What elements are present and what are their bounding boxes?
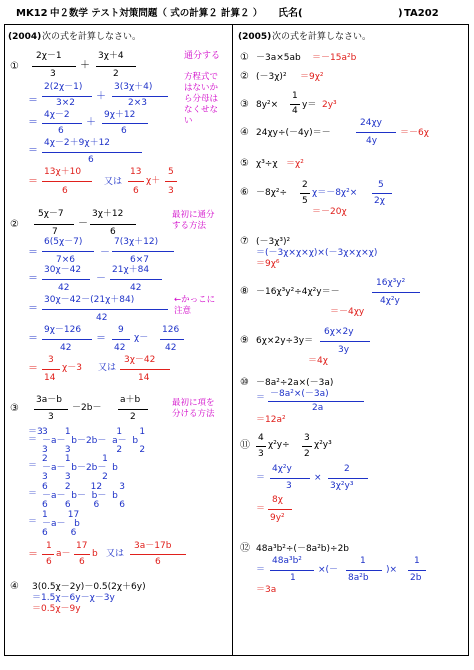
answer: ＝3a [256, 585, 277, 595]
fraction-bar [346, 570, 382, 571]
problem-number: ⑤ [240, 158, 249, 169]
fraction-bar [128, 181, 144, 182]
answer: ＝0.5χ－9y [32, 604, 81, 614]
fraction-denominator: 6×7 [130, 255, 149, 265]
worksheet-id: TA202 [404, 8, 439, 19]
fraction-bar [130, 554, 186, 555]
fraction-bar [256, 446, 266, 447]
expression: 8y²× [256, 100, 279, 110]
problem-number: ⑧ [240, 286, 249, 297]
fraction-denominator: 2b [410, 573, 422, 583]
fraction-denominator: 3 [258, 449, 264, 459]
problem-number: ③ [240, 99, 249, 110]
problem-number: ⑥ [240, 187, 249, 198]
fraction-denominator: 42 [60, 343, 72, 353]
fraction-numerator: 9χ＋12 [104, 110, 136, 120]
q3-step-1-line: ＝ [28, 435, 38, 445]
fraction-numerator: 48a³b² [272, 556, 302, 566]
fraction-numerator: 3 [304, 433, 310, 443]
fraction-numerator: 7(3χ＋12) [114, 237, 159, 247]
answer-numerator: 13χ＋10 [44, 167, 82, 177]
fraction-denominator: 7×6 [56, 255, 75, 265]
fraction-numerator: 2(2χ－1) [44, 82, 83, 92]
margin-note: 最初に通分する方法 [172, 210, 215, 231]
answer-denominator: 6 [46, 557, 52, 567]
expression: －3a×5ab [256, 53, 301, 63]
right-section-number: (2005) [238, 32, 272, 42]
fraction-bar [268, 509, 292, 510]
equals-sign: ＝ [28, 117, 38, 128]
fraction-numerator: 126 [162, 325, 180, 335]
fraction-bar [34, 224, 74, 225]
left-instruction: 次の式を計算しなさい。 [42, 32, 142, 42]
fraction-bar [96, 66, 136, 67]
fraction-bar [356, 132, 396, 133]
work-step: ＝(－3χ×χ×χ)×(－3χ×χ×χ) [256, 248, 378, 258]
or-text: 又は [104, 177, 123, 187]
fraction-bar [268, 401, 364, 402]
fraction-bar [42, 554, 54, 555]
problem-number: ⑪ [240, 440, 250, 451]
fraction-numerator: 2 [302, 180, 308, 190]
fraction-bar [160, 339, 184, 340]
fraction-bar [112, 251, 174, 252]
equals-sign: ＝ [28, 363, 38, 374]
fraction-numerator: 3χ＋12 [92, 209, 124, 219]
equals-sign: ＝ [28, 176, 38, 187]
fraction-denominator: 4 [292, 106, 298, 116]
fraction-bar [74, 554, 90, 555]
equals-sign: ＝ [28, 273, 38, 284]
fraction-bar [408, 570, 426, 571]
q3-step-1-body: 3 1 1 1 －a－ b－2b－ a－ b 3 3 2 2 [42, 427, 146, 455]
fraction-bar [42, 369, 60, 370]
term: y＝ [302, 100, 317, 110]
expression: χ³÷χ [256, 159, 278, 169]
equals-sign: ＝ [256, 565, 266, 575]
fraction-denominator: 6 [88, 155, 94, 165]
answer: 2y³ [322, 100, 337, 110]
answer-numerator: 17 [76, 541, 88, 551]
fraction-bar [110, 279, 162, 280]
problem-number: ⑨ [240, 335, 249, 346]
fraction-denominator: 2×3 [128, 98, 147, 108]
answer-denominator: 6 [155, 557, 161, 567]
fraction-denominator: 5 [302, 196, 308, 206]
fraction-bar [42, 152, 142, 153]
margin-note: ←かっこに注意 [174, 295, 216, 316]
fraction-denominator: 2 [113, 69, 119, 79]
or-text: 又は [106, 549, 125, 559]
fraction-numerator: 21χ＋84 [112, 265, 150, 275]
fraction-numerator: 6χ×2y [324, 327, 354, 337]
answer-term: a－ [56, 549, 71, 559]
operator: － [100, 247, 110, 258]
answer-denominator: 6 [133, 186, 139, 196]
fraction-bar [270, 478, 310, 479]
answer-term: χ＋ [146, 176, 161, 186]
answer-denominator: 9y² [270, 513, 285, 523]
fraction-numerator: 4χ－2＋9χ＋12 [44, 138, 111, 148]
answer-term: b [92, 549, 98, 559]
fraction-bar [42, 181, 92, 182]
q3-step-3-body: 6 2 12 3 －a－ b－ b－ b 6 6 6 6 [42, 482, 126, 510]
q3-step-2: ＝ [28, 461, 38, 471]
margin-note: 最初に項を分ける方法 [172, 398, 215, 419]
answer-denominator: 3 [168, 186, 174, 196]
answer-denominator: 14 [138, 373, 150, 383]
fraction-numerator: －8a²×(－3a) [270, 389, 329, 399]
term: －2b－ [72, 403, 102, 413]
answer: ＝4χ [308, 356, 328, 366]
expression: (－3χ³)² [256, 237, 291, 247]
worksheet-title: 中２数学 テスト対策問題（ 式の計算２ 計算２ ） [50, 8, 263, 19]
fraction-denominator: 4χ²y [380, 296, 400, 306]
fraction-numerator: a＋b [120, 395, 141, 405]
q3-step-4-body: 1 17 －a－ b 6 6 [42, 510, 80, 538]
fraction-denominator: 2 [130, 412, 136, 422]
answer: ＝－20χ [312, 207, 347, 217]
equals-sign: ＝ [96, 333, 106, 344]
answer-numerator: 3a－17b [134, 541, 172, 551]
column-divider [232, 24, 233, 656]
fraction-numerator: 1 [292, 91, 298, 101]
fraction-bar [42, 279, 90, 280]
answer-denominator: 6 [79, 557, 85, 567]
fraction-numerator: 24χy [360, 118, 382, 128]
name-end: ) [398, 8, 403, 19]
answer: ＝9χ⁶ [256, 259, 280, 269]
q3-step-1: ＝3 [28, 427, 43, 437]
equals-sign: ＝ [28, 303, 38, 314]
answer-numerator: 3χ－42 [124, 355, 156, 365]
margin-note: 方程式ではないから分母はなくせない [184, 72, 219, 126]
fraction-numerator: 1 [414, 556, 420, 566]
problem-number: ② [240, 71, 249, 82]
operator: ＋ [96, 91, 106, 102]
fraction-denominator: 3 [50, 69, 56, 79]
fraction-denominator: 42 [114, 343, 126, 353]
fraction-bar [112, 96, 168, 97]
answer-numerator: 3 [48, 355, 54, 365]
fraction-bar [42, 309, 168, 310]
fraction-numerator: 3(3χ＋4) [114, 82, 153, 92]
fraction-denominator: 2χ [374, 196, 385, 206]
fraction-denominator: 3 [286, 481, 292, 491]
worksheet-code: MK12 [16, 8, 48, 19]
q3-step-3: ＝ [28, 489, 38, 499]
fraction-bar [372, 193, 392, 194]
problem-number: ⑫ [240, 543, 250, 554]
fraction-numerator: 30χ－42 [44, 265, 82, 275]
equals-sign: ＝ [28, 549, 38, 560]
fraction-numerator: 2χ－1 [36, 51, 62, 61]
operator: × [314, 473, 322, 483]
answer: ＝χ² [286, 159, 304, 169]
fraction-denominator: 8a²b [348, 573, 369, 583]
equals-sign: ＝ [28, 333, 38, 344]
fraction-denominator: 2 [304, 449, 310, 459]
fraction-bar [300, 193, 310, 194]
operator: － [96, 273, 106, 284]
fraction-bar [32, 66, 76, 67]
equals-sign: ＝ [256, 473, 266, 483]
term: χ²y÷ [268, 440, 290, 450]
equals-sign: ＝ [256, 504, 266, 514]
fraction-numerator: 4χ－2 [44, 110, 70, 120]
right-instruction: 次の式を計算しなさい。 [272, 32, 372, 42]
fraction-bar [372, 292, 420, 293]
answer-numerator: 1 [46, 541, 52, 551]
answer-denominator: 6 [62, 186, 68, 196]
problem-number: ② [10, 219, 19, 230]
problem-number: ③ [10, 403, 19, 414]
answer: ＝12a² [256, 415, 286, 425]
fraction-denominator: 3×2 [56, 98, 75, 108]
fraction-bar [165, 181, 177, 182]
fraction-numerator: 1 [360, 556, 366, 566]
answer-denominator: 14 [44, 373, 56, 383]
operator: ＋ [86, 117, 96, 128]
fraction-denominator: 7 [52, 227, 58, 237]
fraction-denominator: 42 [130, 283, 142, 293]
fraction-numerator: 2 [344, 464, 350, 474]
fraction-denominator: 42 [96, 313, 108, 323]
fraction-numerator: 16χ³y² [376, 278, 406, 288]
fraction-bar [328, 478, 368, 479]
fraction-denominator: 4y [366, 136, 378, 146]
answer-term: χ－3 [62, 363, 82, 373]
expression: 3(0.5χ－2y)－0.5(2χ＋6y) [32, 582, 146, 592]
fraction-numerator: 4 [258, 433, 264, 443]
problem-number: ④ [10, 581, 19, 592]
fraction-denominator: 42 [58, 283, 70, 293]
answer: ＝－4χy [330, 307, 365, 317]
equals-sign: ＝ [28, 145, 38, 156]
fraction-denominator: 6 [121, 126, 127, 136]
answer: ＝9χ² [300, 72, 324, 82]
fraction-bar [118, 409, 148, 410]
left-section-number: (2004) [8, 32, 42, 42]
fraction-denominator: 1 [290, 573, 296, 583]
fraction-bar [34, 409, 68, 410]
fraction-numerator: 5 [378, 180, 384, 190]
answer-numerator: 8χ [272, 495, 283, 505]
fraction-bar [290, 104, 300, 105]
fraction-bar [90, 224, 136, 225]
fraction-denominator: 6 [110, 227, 116, 237]
expression: －16χ³y²÷4χ²y＝－ [256, 287, 340, 297]
term: )× [386, 565, 398, 575]
fraction-numerator: 30χ－42－(21χ＋84) [44, 295, 135, 305]
fraction-bar [302, 446, 312, 447]
q3-step-4: ＝ [28, 517, 38, 527]
fraction-numerator: 9 [118, 325, 124, 335]
expression: 48a³b²÷(－8a²b)÷2b [256, 544, 350, 554]
work-step: ＝1.5χ－6y－χ－3y [32, 593, 115, 603]
operator: ＋ [80, 60, 90, 71]
equals-sign: ＝ [28, 247, 38, 258]
fraction-numerator: 4χ²y [272, 464, 292, 474]
term: χ－ [134, 333, 149, 343]
fraction-numerator: 3χ＋4 [98, 51, 124, 61]
expression: 6χ×2y÷3y＝ [256, 336, 314, 346]
fraction-bar [120, 369, 170, 370]
fraction-bar [42, 339, 92, 340]
fraction-bar [320, 341, 370, 342]
fraction-numerator: 6(5χ－7) [44, 237, 83, 247]
expression: 24χy÷(－4y)＝－ [256, 128, 331, 138]
or-text: 又は [98, 363, 117, 373]
q3-step-2-body: 2 1 1 －a－ b－2b－ b 3 3 2 [42, 454, 118, 482]
problem-number: ⑦ [240, 236, 249, 247]
problem-number: ④ [240, 127, 249, 138]
answer-numerator: 5 [168, 167, 174, 177]
expression: (－3χ)² [256, 72, 287, 82]
answer-numerator: 13 [130, 167, 142, 177]
problem-number: ① [240, 52, 249, 63]
fraction-numerator: 5χ－7 [38, 209, 64, 219]
fraction-denominator: 2a [312, 403, 324, 413]
problem-number: ① [10, 61, 19, 72]
expression: －8χ²÷ [256, 188, 288, 198]
fraction-bar [270, 570, 314, 571]
fraction-denominator: 42 [165, 343, 177, 353]
answer: ＝－15a²b [312, 53, 357, 63]
fraction-bar [112, 339, 130, 340]
term: ×(－ [318, 565, 339, 575]
equals-sign: ＝ [256, 393, 266, 403]
fraction-bar [42, 123, 82, 124]
page-frame [4, 24, 469, 656]
fraction-denominator: 3y [338, 345, 350, 355]
fraction-numerator: 9χ－126 [44, 325, 82, 335]
fraction-numerator: 3a－b [36, 395, 62, 405]
problem-number: ⑩ [240, 377, 249, 388]
fraction-denominator: 3χ²y³ [330, 481, 354, 491]
name-label: 氏名( [278, 8, 303, 19]
term: χ²y³ [314, 440, 332, 450]
fraction-denominator: 3 [48, 412, 54, 422]
margin-note: 通分する [184, 51, 221, 61]
equals-sign: ＝ [28, 95, 38, 106]
answer: ＝－6χ [400, 128, 429, 138]
expression: －8a²÷2a×(－3a) [256, 378, 334, 388]
fraction-bar [42, 96, 92, 97]
operator: － [78, 218, 88, 229]
fraction-bar [102, 123, 148, 124]
term: χ＝－8χ²× [312, 188, 358, 198]
fraction-bar [42, 251, 94, 252]
fraction-denominator: 6 [58, 126, 64, 136]
